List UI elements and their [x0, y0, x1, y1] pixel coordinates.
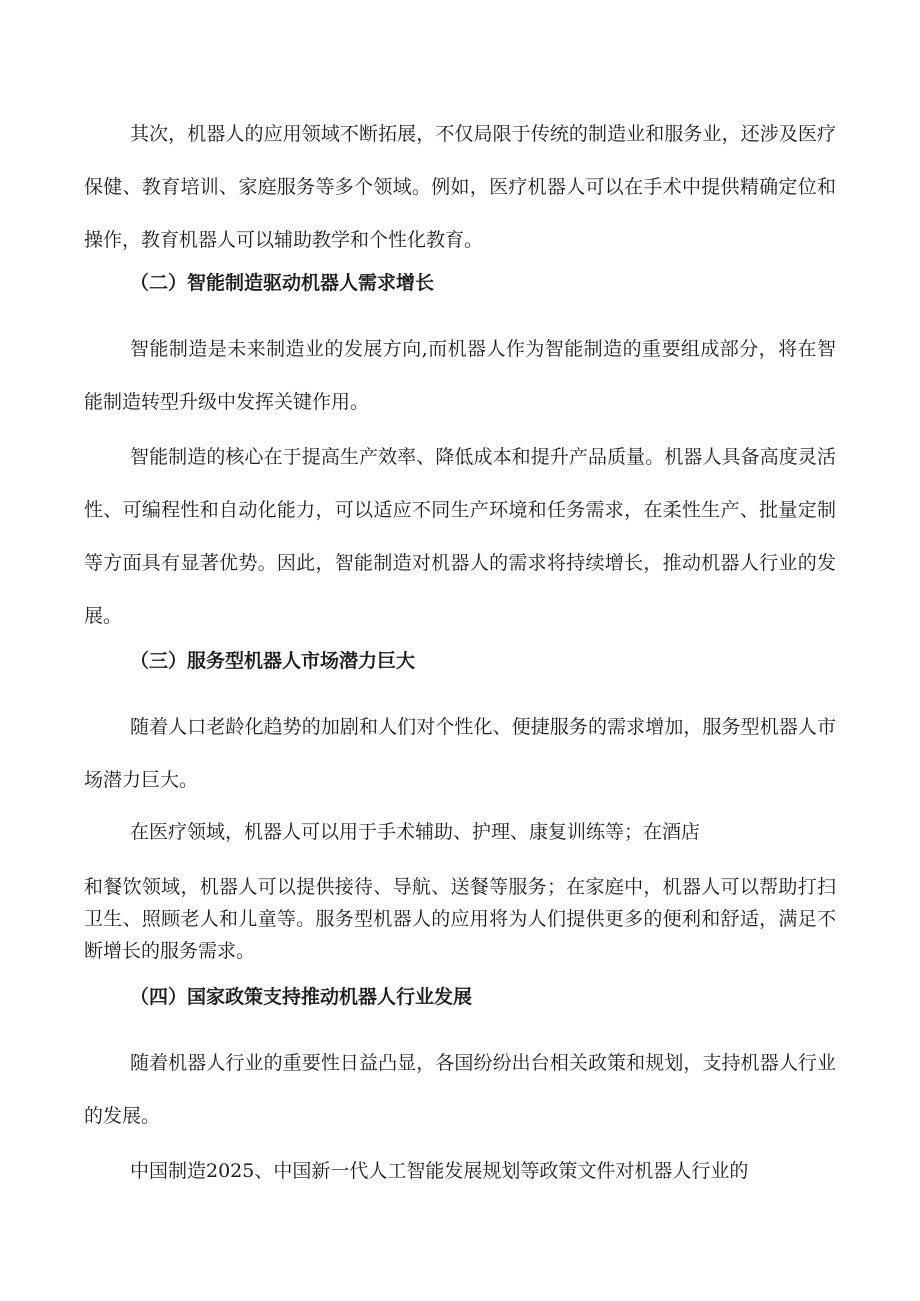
paragraph-smart-manufacturing-core: 智能制造的核心在于提高生产效率、降低成本和提升产品质量。机器人具备高度灵活性、可编程性和自动化能力，可以适应不同生产环境和任务需求，在柔性生产、批量定制等方面具有显著优势。因此，智能制造对机器人的需求将持续增长，推动机器人行业的发展。	[84, 446, 836, 627]
paragraph-application-fields: 其次，机器人的应用领域不断拓展，不仅局限于传统的制造业和服务业，还涉及医疗保健、教育培训、家庭服务等多个领域。例如，医疗机器人可以在手术中提供精确定位和操作，教育机器人可以辅助教学和个性化教育。	[84, 123, 836, 251]
section-heading-national-policy: （四）国家政策支持推动机器人行业发展	[130, 986, 473, 1008]
paragraph-made-in-china-2025: 中国制造2025、中国新一代人工智能发展规划等政策文件对机器人行业的	[130, 1160, 749, 1182]
section-heading-smart-manufacturing: （二）智能制造驱动机器人需求增长	[130, 272, 435, 294]
paragraph-service-fields-first-line: 在医疗领域，机器人可以用于手术辅助、护理、康复训练等；在酒店	[130, 821, 701, 843]
paragraph-service-fields-continued: 和餐饮领域，机器人可以提供接待、导航、送餐等服务；在家庭中，机器人可以帮助打扫卫生、照顾老人和儿童等。服务型机器人的应用将为人们提供更多的便利和舒适，满足不断增长的服务需求。	[84, 876, 836, 962]
paragraph-aging-population: 随着人口老龄化趋势的加剧和人们对个性化、便捷服务的需求增加，服务型机器人市场潜力巨大。	[84, 716, 836, 791]
paragraph-smart-manufacturing-direction: 智能制造是未来制造业的发展方向,而机器人作为智能制造的重要组成部分，将在智能制造转型升级中发挥关键作用。	[84, 338, 836, 413]
paragraph-policy-support: 随着机器人行业的重要性日益凸显，各国纷纷出台相关政策和规划，支持机器人行业的发展。	[84, 1052, 836, 1127]
section-heading-service-robots: （三）服务型机器人市场潜力巨大	[130, 650, 416, 672]
